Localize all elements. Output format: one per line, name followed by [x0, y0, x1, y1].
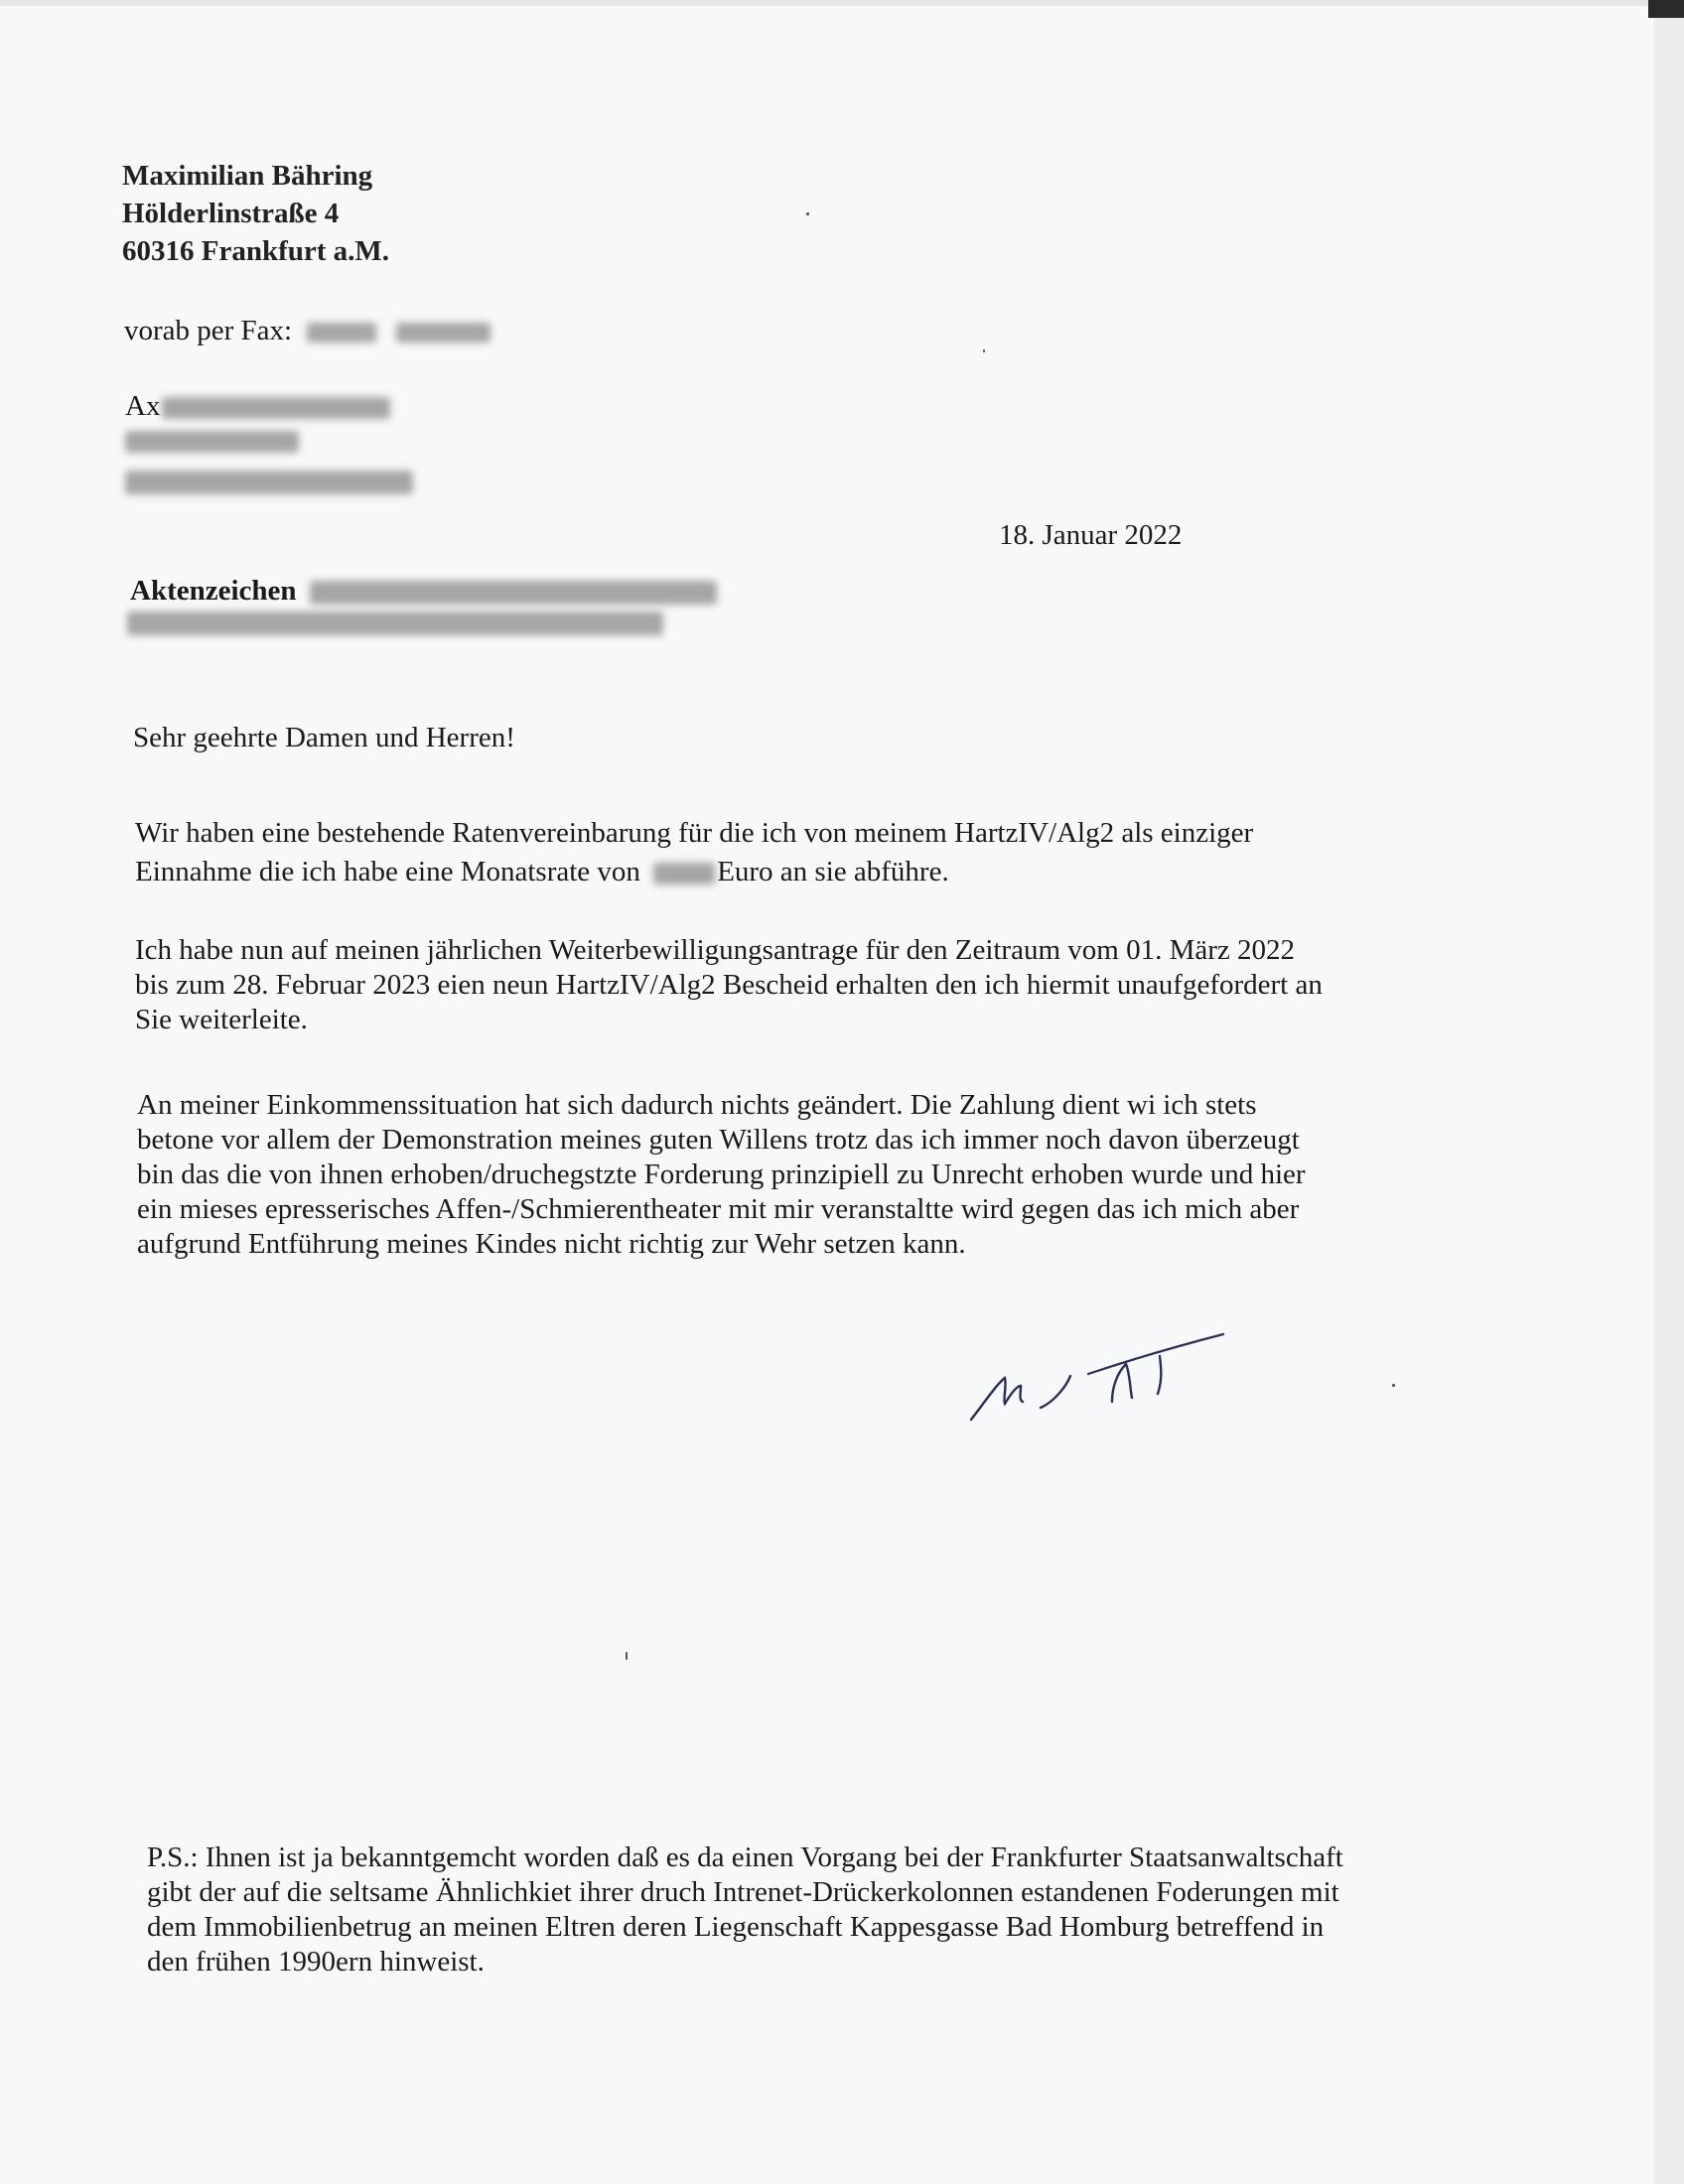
paragraph-line: Ich habe nun auf meinen jährlichen Weiterbewilligungsantrage für den Zeitraum vom 01. März 2022 [135, 934, 1296, 966]
paragraph-line: aufgrund Entführung meines Kindes nicht richtig zur Wehr setzen kann. [137, 1228, 966, 1260]
signature [963, 1320, 1291, 1439]
fax-line [124, 312, 491, 349]
scan-right-margin [1654, 0, 1684, 2184]
recipient-address [125, 387, 413, 508]
scan-speck [1392, 1384, 1395, 1387]
postscript-line: P.S.: Ihnen ist ja bekanntgemcht worden daß es da einen Vorgang bei der Frankfurter Staatsanwaltschaft [147, 1842, 1343, 1873]
redacted-recipient-name [162, 397, 390, 419]
paragraph-line: bis zum 28. Februar 2023 eien neun HartzIV/Alg2 Bescheid erhalten den ich hiermit unaufgefordert an [135, 969, 1323, 1001]
reference-line-2 [127, 612, 663, 635]
paragraph-line: betone vor allem der Demonstration meines guten Willens trotz das ich immer noch davon überzeugt [137, 1124, 1300, 1156]
reference-label: Aktenzeichen [130, 575, 297, 607]
redacted-recipient-street [125, 431, 299, 453]
paragraph-line-part: Einnahme die ich habe eine Monatsrate von [135, 856, 640, 887]
paragraph-line: Sie weiterleite. [135, 1004, 308, 1035]
postscript [147, 1841, 1343, 1979]
recipient-line-2 [125, 425, 413, 469]
paragraph-installment [135, 816, 1253, 889]
redacted-recipient-city [125, 471, 413, 494]
recipient-line-1 [125, 387, 413, 425]
scan-speck [983, 349, 985, 352]
recipient-line-3 [125, 469, 413, 508]
sender-street: Hölderlinstraße 4 [122, 198, 340, 229]
paragraph-line-part: Euro an sie abführe. [717, 856, 949, 887]
redacted-reference-detail [127, 612, 663, 635]
fax-label: vorab per Fax: [124, 315, 293, 346]
redacted-fax-prefix [307, 323, 376, 342]
reference-line [130, 572, 717, 610]
paragraph-line: Wir haben eine bestehende Ratenvereinbarung für die ich von meinem HartzIV/Alg2 als einziger [135, 817, 1254, 849]
paragraph-income [137, 1088, 1306, 1262]
scan-speck [626, 1652, 628, 1660]
sender-address [122, 157, 389, 270]
redacted-amount [653, 863, 715, 885]
paragraph-notice [135, 933, 1323, 1037]
recipient-prefix: Ax [125, 390, 161, 422]
paragraph-line: An meiner Einkommenssituation hat sich dadurch nichts geändert. Die Zahlung dient wi ich stets [137, 1089, 1257, 1121]
sender-city: 60316 Frankfurt a.M. [122, 235, 390, 267]
redacted-fax-number [396, 323, 491, 342]
paragraph-line [135, 855, 1253, 889]
paragraph-line: bin das die von ihnen erhoben/druchegstzte Forderung prinzipiell zu Unrecht erhoben wurde und hier [137, 1159, 1306, 1190]
scan-top-edge [0, 0, 1654, 6]
postscript-line: den frühen 1990ern hinweist. [147, 1946, 485, 1978]
scan-speck [806, 212, 809, 215]
redacted-reference-number [310, 581, 717, 605]
postscript-line: gibt der auf die seltsame Ähnlichkiet ihrer druch Intrenet-Drückerkolonnen estandenen Foderungen mit [147, 1876, 1339, 1908]
scan-corner-shadow [1648, 0, 1684, 18]
postscript-line: dem Immobilienbetrug an meinen Eltren deren Liegenschaft Kappesgasse Bad Homburg betreffend in [147, 1911, 1325, 1943]
letter-date: 18. Januar 2022 [999, 519, 1183, 551]
salutation: Sehr geehrte Damen und Herren! [133, 722, 515, 753]
sender-name: Maximilian Bähring [122, 160, 373, 192]
paragraph-line: ein mieses epresserisches Affen-/Schmierentheater mit mir veranstaltte wird gegen das ich mich aber [137, 1193, 1300, 1225]
